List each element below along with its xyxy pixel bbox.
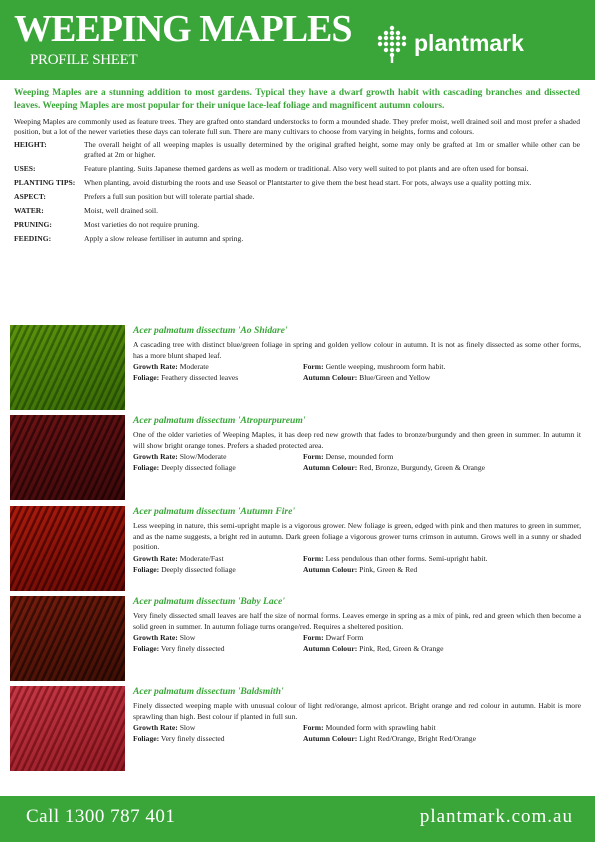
growth-rate: Growth Rate: Slow bbox=[133, 633, 196, 642]
info-value: When planting, avoid disturbing the roots and use Seasol or Plantstarter to give them the best head start. For pots, always use a quality potting mix. bbox=[84, 178, 532, 187]
phone-number[interactable]: Call 1300 787 401 bbox=[26, 806, 176, 827]
plant-description: Very finely dissected small leaves are half the size of normal forms. Leaves emerge in spring as a mix of pink, red and green which then become a solid green in summer. In autumn foliage turns orange/red. Requires a sheltered position. bbox=[133, 611, 581, 631]
foliage: Foliage: Very finely dissected bbox=[133, 644, 225, 653]
plant-details bbox=[133, 506, 581, 575]
plant-attributes bbox=[133, 632, 581, 654]
plant-name: Acer palmatum dissectum 'Baby Lace' bbox=[133, 596, 285, 607]
form: Form: Less pendulous than other forms. Semi-upright habit. bbox=[303, 553, 488, 563]
plant-details bbox=[133, 415, 581, 473]
plant-description: Less weeping in nature, this semi-upright maple is a vigorous grower. New foliage is green, edged with pink and then matures to green in summer, and as the name suggests, a bright red in autumn. Dark green foliage a vigorous grower turns crimson in autumn. Grows well in a sunny or shaded position. bbox=[133, 521, 581, 551]
brand-name: plantmark bbox=[414, 30, 524, 56]
info-label: WATER: bbox=[14, 206, 44, 215]
plant-attributes bbox=[133, 361, 581, 383]
plantmark-logo-icon bbox=[372, 24, 412, 64]
info-label: PLANTING TIPS: bbox=[14, 178, 76, 187]
info-label: FEEDING: bbox=[14, 234, 52, 243]
plant-name: Acer palmatum dissectum 'Baldsmith' bbox=[133, 686, 284, 697]
plant-details bbox=[133, 325, 581, 383]
autumn-colour: Autumn Colour: Blue/Green and Yellow bbox=[303, 373, 431, 382]
website-link[interactable]: plantmark.com.au bbox=[419, 806, 573, 827]
info-row-aspect bbox=[14, 192, 580, 202]
info-label: PRUNING: bbox=[14, 220, 52, 229]
autumn-colour: Autumn Colour: Red, Bronze, Burgundy, Green & Orange bbox=[303, 463, 486, 472]
plant-attributes bbox=[133, 553, 581, 575]
page-title: WEEPING MAPLES bbox=[14, 8, 352, 50]
foliage: Foliage: Deeply dissected foliage bbox=[133, 463, 236, 472]
growth-rate: Growth Rate: Moderate bbox=[133, 362, 209, 371]
info-row-height bbox=[14, 140, 580, 160]
growth-rate: Growth Rate: Slow/Moderate bbox=[133, 452, 227, 461]
foliage: Foliage: Feathery dissected leaves bbox=[133, 373, 239, 382]
profile-content bbox=[14, 87, 580, 248]
form: Form: Mounded form with sprawling habit bbox=[303, 723, 436, 732]
plant-details bbox=[133, 596, 581, 654]
plant-details bbox=[133, 686, 581, 744]
plant-name: Acer palmatum dissectum 'Atropurpureum' bbox=[133, 415, 306, 426]
intro-text: Weeping Maples are a stunning addition to most gardens. Typical they have a dwarf growth habit with cascading branches and dissected leaves. Weeping Maples are most popular for their unique lace-leaf foliage and magnificent autumn colours. bbox=[14, 88, 580, 111]
autumn-colour: Autumn Colour: Light Red/Orange, Bright Red/Orange bbox=[303, 734, 476, 743]
info-list bbox=[14, 140, 580, 244]
info-value: Prefers a full sun position but will tolerate partial shade. bbox=[84, 192, 255, 201]
autumn-colour: Autumn Colour: Pink, Red, Green & Orange bbox=[303, 644, 444, 653]
foliage: Foliage: Deeply dissected foliage bbox=[133, 564, 236, 574]
plant-description: A cascading tree with distinct blue/green foliage in spring and golden yellow colour in autumn. It is not as finely dissected as some other forms, has a more blunt shaped leaf. bbox=[133, 340, 581, 360]
form: Form: Dense, mounded form bbox=[303, 452, 394, 461]
plant-photo bbox=[10, 325, 125, 410]
form: Form: Dwarf Form bbox=[303, 633, 364, 642]
plant-attributes bbox=[133, 722, 581, 744]
form: Form: Gentle weeping, mushroom form habit. bbox=[303, 362, 446, 371]
info-row-water bbox=[14, 206, 580, 216]
body-text: Weeping Maples are commonly used as feature trees. They are grafted onto standard understocks to form a mounded shade. They prefer moist, well drained soil and most prefer a shaded position, but a lot of the newer varieties these days can tolerate full sun. There are many cultivars to choose from varying in heights, forms and colours. bbox=[14, 117, 580, 136]
info-label: USES: bbox=[14, 164, 36, 173]
plant-photo bbox=[10, 506, 125, 591]
plant-photo bbox=[10, 596, 125, 681]
plant-attributes bbox=[133, 451, 581, 473]
plant-name: Acer palmatum dissectum 'Autumn Fire' bbox=[133, 506, 296, 517]
info-row-feeding bbox=[14, 234, 580, 244]
growth-rate: Growth Rate: Slow bbox=[133, 723, 196, 732]
plant-photo bbox=[10, 415, 125, 500]
growth-rate: Growth Rate: Moderate/Fast bbox=[133, 553, 224, 563]
info-row-uses bbox=[14, 164, 580, 174]
info-row-planting-tips bbox=[14, 178, 580, 188]
info-label: ASPECT: bbox=[14, 192, 46, 201]
info-label: HEIGHT: bbox=[14, 140, 47, 149]
header-banner bbox=[0, 0, 595, 80]
autumn-colour: Autumn Colour: Pink, Green & Red bbox=[303, 564, 418, 574]
plant-description: One of the older varieties of Weeping Maples, it has deep red new growth that fades to bronze/burgundy and then green in summer. In autumn it will show bright orange tones. Prefers a shaded protected area. bbox=[133, 430, 581, 450]
plant-name: Acer palmatum dissectum 'Ao Shidare' bbox=[133, 325, 288, 336]
info-value: The overall height of all weeping maples is usually determined by the original grafted height, some may only be grafted at 1m or smaller while other can be grafted at 2m or higher. bbox=[84, 140, 580, 159]
info-row-pruning bbox=[14, 220, 580, 230]
foliage: Foliage: Very finely dissected bbox=[133, 734, 225, 743]
info-value: Apply a slow release fertiliser in autumn and spring. bbox=[84, 234, 244, 243]
info-value: Feature planting. Suits Japanese themed gardens as well as modern or traditional. Also very well suited to pot plants and are often used for bonsai. bbox=[84, 164, 529, 173]
page-subtitle: PROFILE SHEET bbox=[30, 52, 138, 68]
plant-photo bbox=[10, 686, 125, 771]
footer-banner bbox=[0, 796, 595, 842]
info-value: Moist, well drained soil. bbox=[84, 206, 159, 215]
plant-description: Finely dissected weeping maple with unusual colour of light red/orange, almost apricot. Bright orange and red colour in autumn. Habit is more sprawling than high. Best colour if planted in full sun. bbox=[133, 701, 581, 721]
info-value: Most varieties do not require pruning. bbox=[84, 220, 200, 229]
